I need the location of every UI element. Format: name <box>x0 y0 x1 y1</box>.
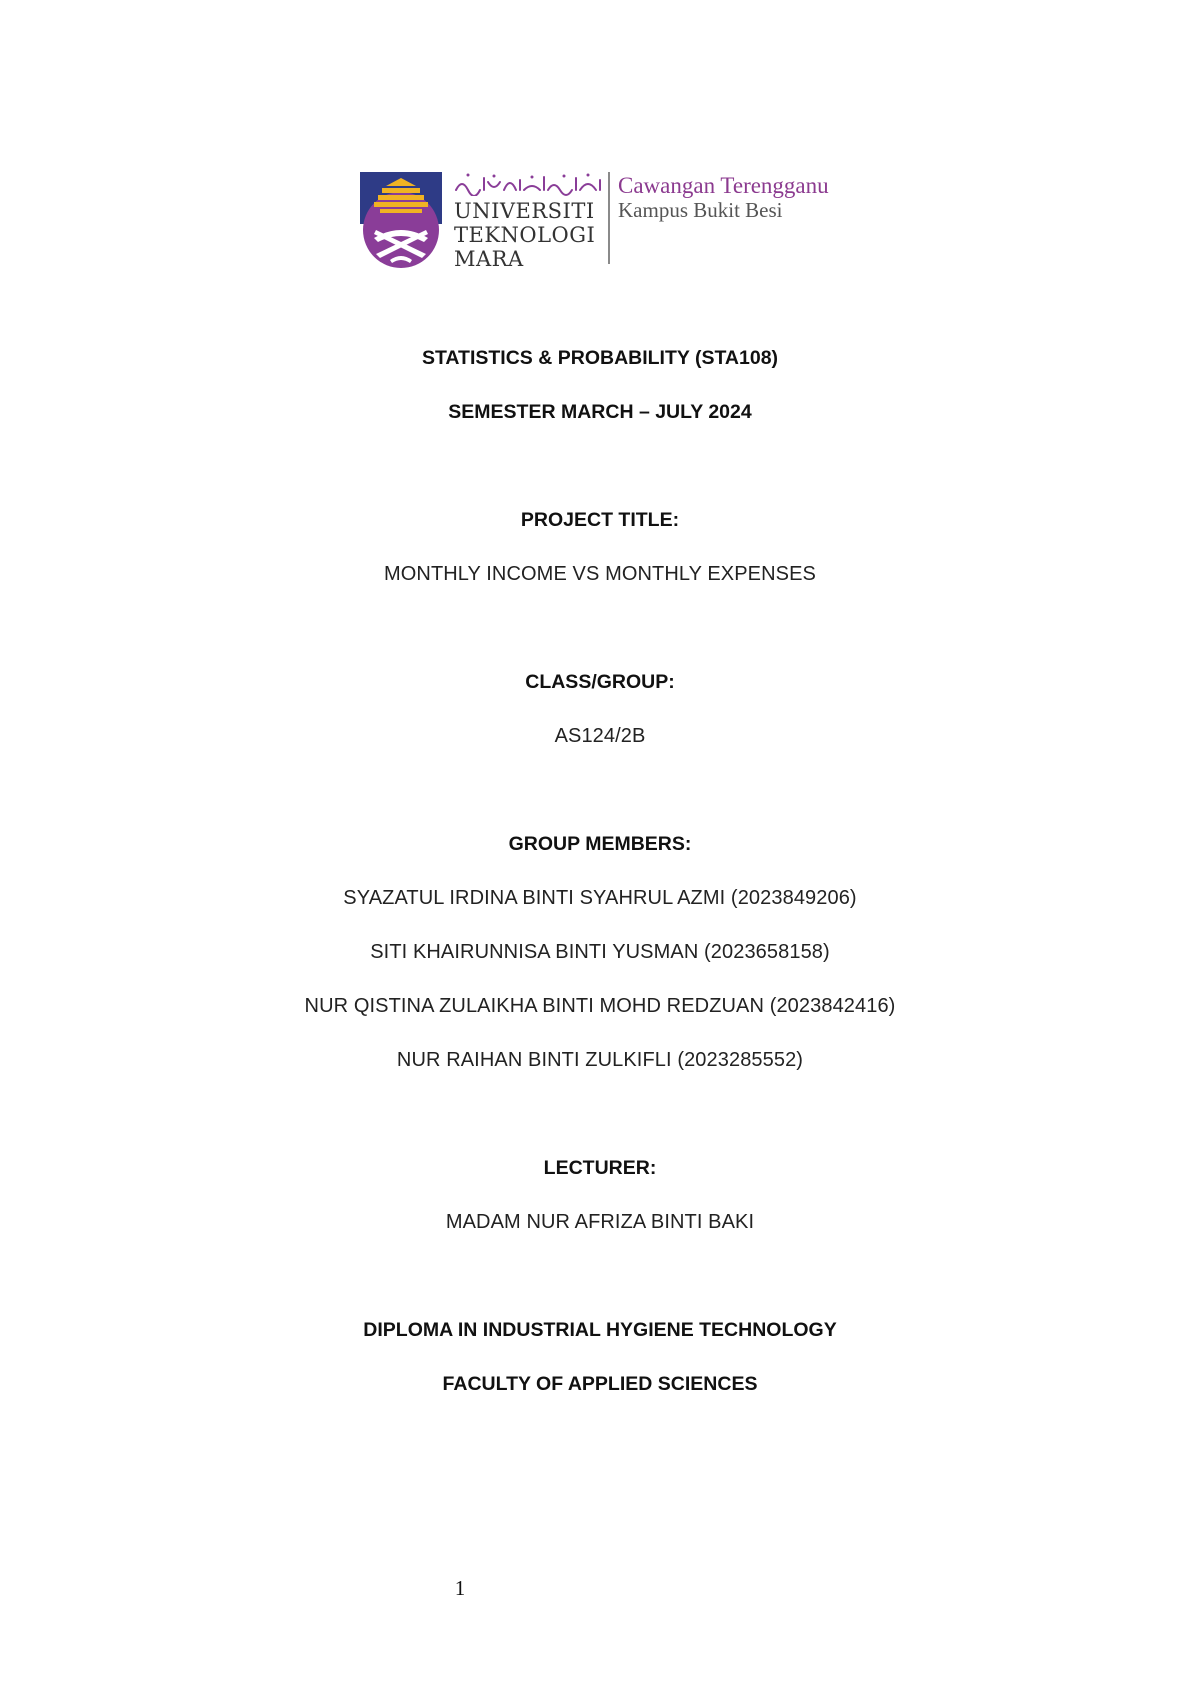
lecturer-name: MADAM NUR AFRIZA BINTI BAKI <box>445 1211 755 1233</box>
project-title: MONTHLY INCOME VS MONTHLY EXPENSES <box>383 563 816 585</box>
faculty-name: FACULTY OF APPLIED SCIENCES <box>442 1373 758 1395</box>
wordmark-line-2: TEKNOLOGI <box>454 223 596 247</box>
university-logo <box>360 172 850 272</box>
group-member: NUR RAIHAN BINTI ZULKIFLI (2023285552) <box>396 1049 804 1071</box>
logo-divider <box>608 172 610 264</box>
wordmark-line-1: UNIVERSITI <box>454 199 595 223</box>
jawi-script-mark <box>454 172 604 196</box>
class-group-heading: CLASS/GROUP: <box>525 671 675 693</box>
project-title-heading: PROJECT TITLE: <box>520 509 680 531</box>
campus-branch: Cawangan Terengganu <box>618 173 829 198</box>
uitm-wordmark <box>454 172 620 272</box>
diploma-program: DIPLOMA IN INDUSTRIAL HYGIENE TECHNOLOGY <box>363 1319 837 1341</box>
group-members-heading: GROUP MEMBERS: <box>508 833 692 855</box>
course-title: STATISTICS & PROBABILITY (STA108) <box>421 347 779 369</box>
class-group-value: AS124/2B <box>554 725 646 747</box>
group-member: SITI KHAIRUNNISA BINTI YUSMAN (2023658158) <box>370 941 830 963</box>
page-number: 1 <box>454 1576 466 1600</box>
semester: SEMESTER MARCH – JULY 2024 <box>448 401 752 423</box>
group-member: NUR QISTINA ZULAIKHA BINTI MOHD REDZUAN (2023842416) <box>304 995 896 1017</box>
campus-name: Kampus Bukit Besi <box>618 198 783 222</box>
uitm-crest-icon <box>360 172 442 272</box>
group-member: SYAZATUL IRDINA BINTI SYAHRUL AZMI (2023849206) <box>343 887 857 909</box>
wordmark-line-3: MARA <box>454 247 524 271</box>
lecturer-heading: LECTURER: <box>543 1157 657 1179</box>
